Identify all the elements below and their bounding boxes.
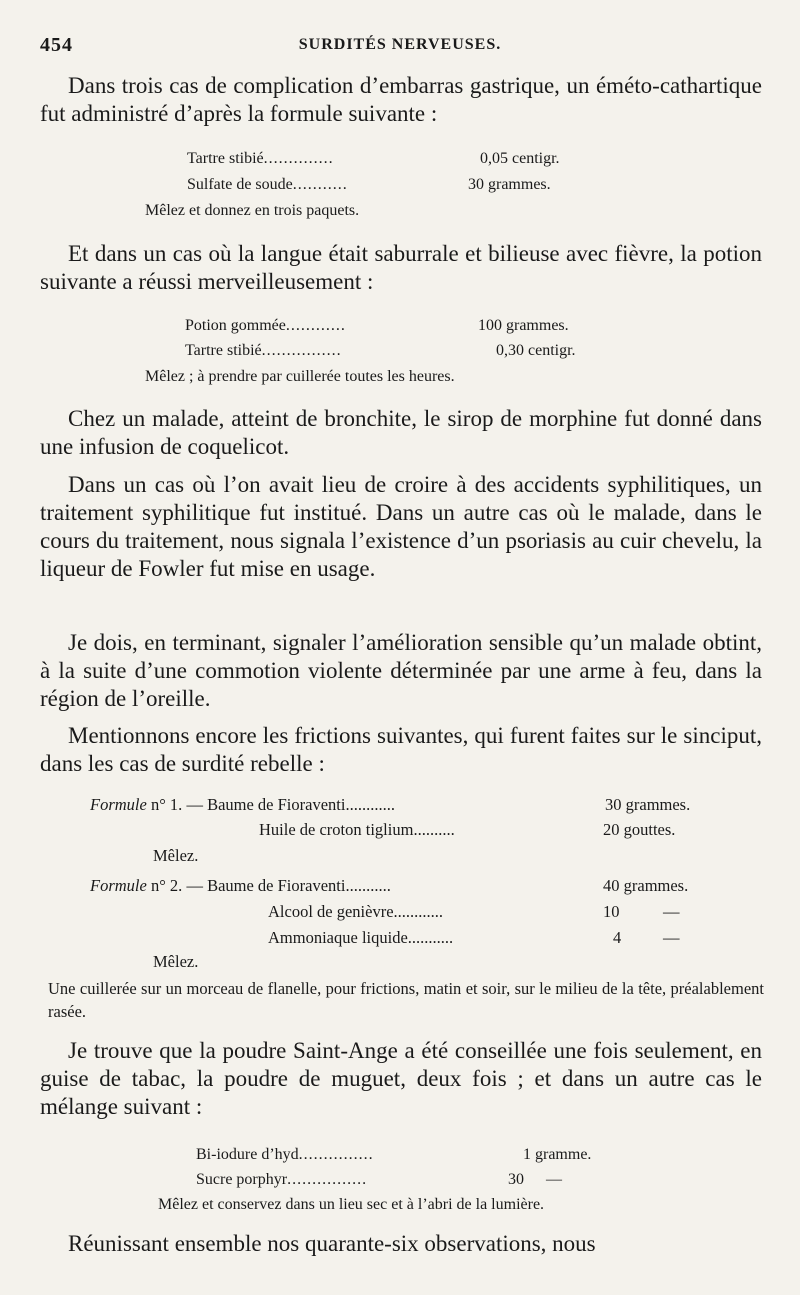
leader-dots: ........... [292,176,348,193]
leader-dots: ........... [345,876,391,895]
recipe1-line2 [187,176,348,194]
formula2-instruction: Mêlez. [153,952,199,971]
leader-dots: ................ [261,342,342,359]
paragraph-emeto-cathartique: Dans trois cas de complication d’embarras gastrique, un éméto-cathartique fut administré d’après la formule suivante : [40,73,762,126]
paragraph-conclusion: Réunissant ensemble nos quarante-six observations, nous [68,1231,596,1256]
formula1-head [90,795,395,815]
ingredient-name: Huile de croton tiglium [259,820,414,839]
ingredient-name: Baume de Fioraventi [207,876,346,895]
formula2-head [90,876,391,896]
recipe3-unit2: — [546,1171,562,1188]
paragraph-potion: Et dans un cas où la langue était saburrale et bilieuse avec fièvre, la potion suivante a réussi merveilleusement : [40,241,762,294]
leader-dots: ............ [285,317,346,334]
recipe2-line1 [185,317,346,335]
formula-number: n° 1. [150,795,183,814]
leader-dots: ........... [407,928,454,947]
paragraph-bronchite: Chez un malade, atteint de bronchite, le sirop de morphine fut donné dans une infusion de coquelicot. [40,406,762,459]
leader-dots: ............ [345,795,395,814]
paragraph-frictions: Mentionnons encore les frictions suivantes, qui furent faites sur le sinciput, dans les cas de surdité rebelle : [40,723,762,776]
recipe1-line1 [187,150,334,168]
formula2-unit3: — [663,928,680,947]
ingredient-name: Baume de Fioraventi [207,795,346,814]
running-title: SURDITÉS NERVEUSES. [298,36,502,53]
recipe1-qty2: 30 grammes. [468,176,551,193]
paragraph-poudre: Je trouve que la poudre Saint-Ange a été conseillée une fois seulement, en guise de tabac, la poudre de muguet, deux fois ; et dans un autre cas le mélange suivant : [40,1038,762,1119]
recipe1-qty1: 0,05 centigr. [480,150,560,167]
ingredient-name: Bi-iodure d’hyd [196,1146,299,1163]
ingredient-name: Potion gommée [185,317,286,334]
recipe2-qty1: 100 grammes. [478,317,569,334]
ingredient-name: Tartre stibié [187,150,264,167]
formula2-qty1: 40 grammes. [603,876,689,895]
friction-note: Une cuillerée sur un morceau de flanelle, pour frictions, matin et soir, sur le milieu de la tête, préalablement rasée. [48,979,764,1021]
formula-label: Formule [90,876,147,895]
formula2-unit2: — [663,902,680,921]
recipe3-qty1: 1 gramme. [523,1146,592,1163]
formula2-line3 [268,928,453,948]
formula-dash: — [186,876,203,895]
ingredient-name: Alcool de genièvre [268,902,394,921]
formula-label: Formule [90,795,147,814]
leader-dots: .............. [263,150,334,167]
formula2-line2 [268,902,443,922]
ingredient-name: Ammoniaque liquide [268,928,408,947]
leader-dots: ............ [393,902,444,921]
formula1-line2 [259,820,455,840]
formula1-instruction: Mêlez. [153,846,199,865]
formula1-qty1: 30 grammes. [605,795,691,814]
recipe3-line2 [196,1171,367,1189]
ingredient-name: Tartre stibié [185,342,262,359]
recipe3-qty2: 30 [508,1171,524,1188]
recipe2-instruction: Mêlez ; à prendre par cuillerée toutes les heures. [145,368,455,385]
paragraph-syphilitique: Dans un cas où l’on avait lieu de croire à des accidents syphilitiques, un traitement syphilitique fut institué. Dans un autre cas où le malade, dans le cours du traitement, nous signala l’existence d’un psoriasis au cuir chevelu, la liqueur de Fowler fut mise en usage. [40,472,762,581]
leader-dots: ............... [298,1146,374,1163]
page-number: 454 [40,34,73,56]
page-header [40,34,760,58]
formula1-qty2: 20 gouttes. [603,820,676,839]
recipe2-qty2: 0,30 centigr. [496,342,576,359]
ingredient-name: Sucre porphyr [196,1171,288,1188]
formula2-qty3: 4 [613,928,622,947]
leader-dots: ................ [287,1171,368,1188]
leader-dots: .......... [413,820,455,839]
recipe3-line1 [196,1146,374,1164]
recipe1-instruction: Mêlez et donnez en trois paquets. [145,202,360,219]
paragraph-commotion: Je dois, en terminant, signaler l’amélioration sensible qu’un malade obtint, à la suite d’une commotion violente déterminée par une arme à feu, dans la région de l’oreille. [40,630,762,711]
formula-dash: — [186,795,203,814]
formula-number: n° 2. [150,876,183,895]
ingredient-name: Sulfate de soude [187,176,293,193]
recipe2-line2 [185,342,342,360]
formula2-qty2: 10 [603,902,620,921]
recipe3-instruction: Mêlez et conservez dans un lieu sec et à l’abri de la lumière. [158,1196,545,1213]
